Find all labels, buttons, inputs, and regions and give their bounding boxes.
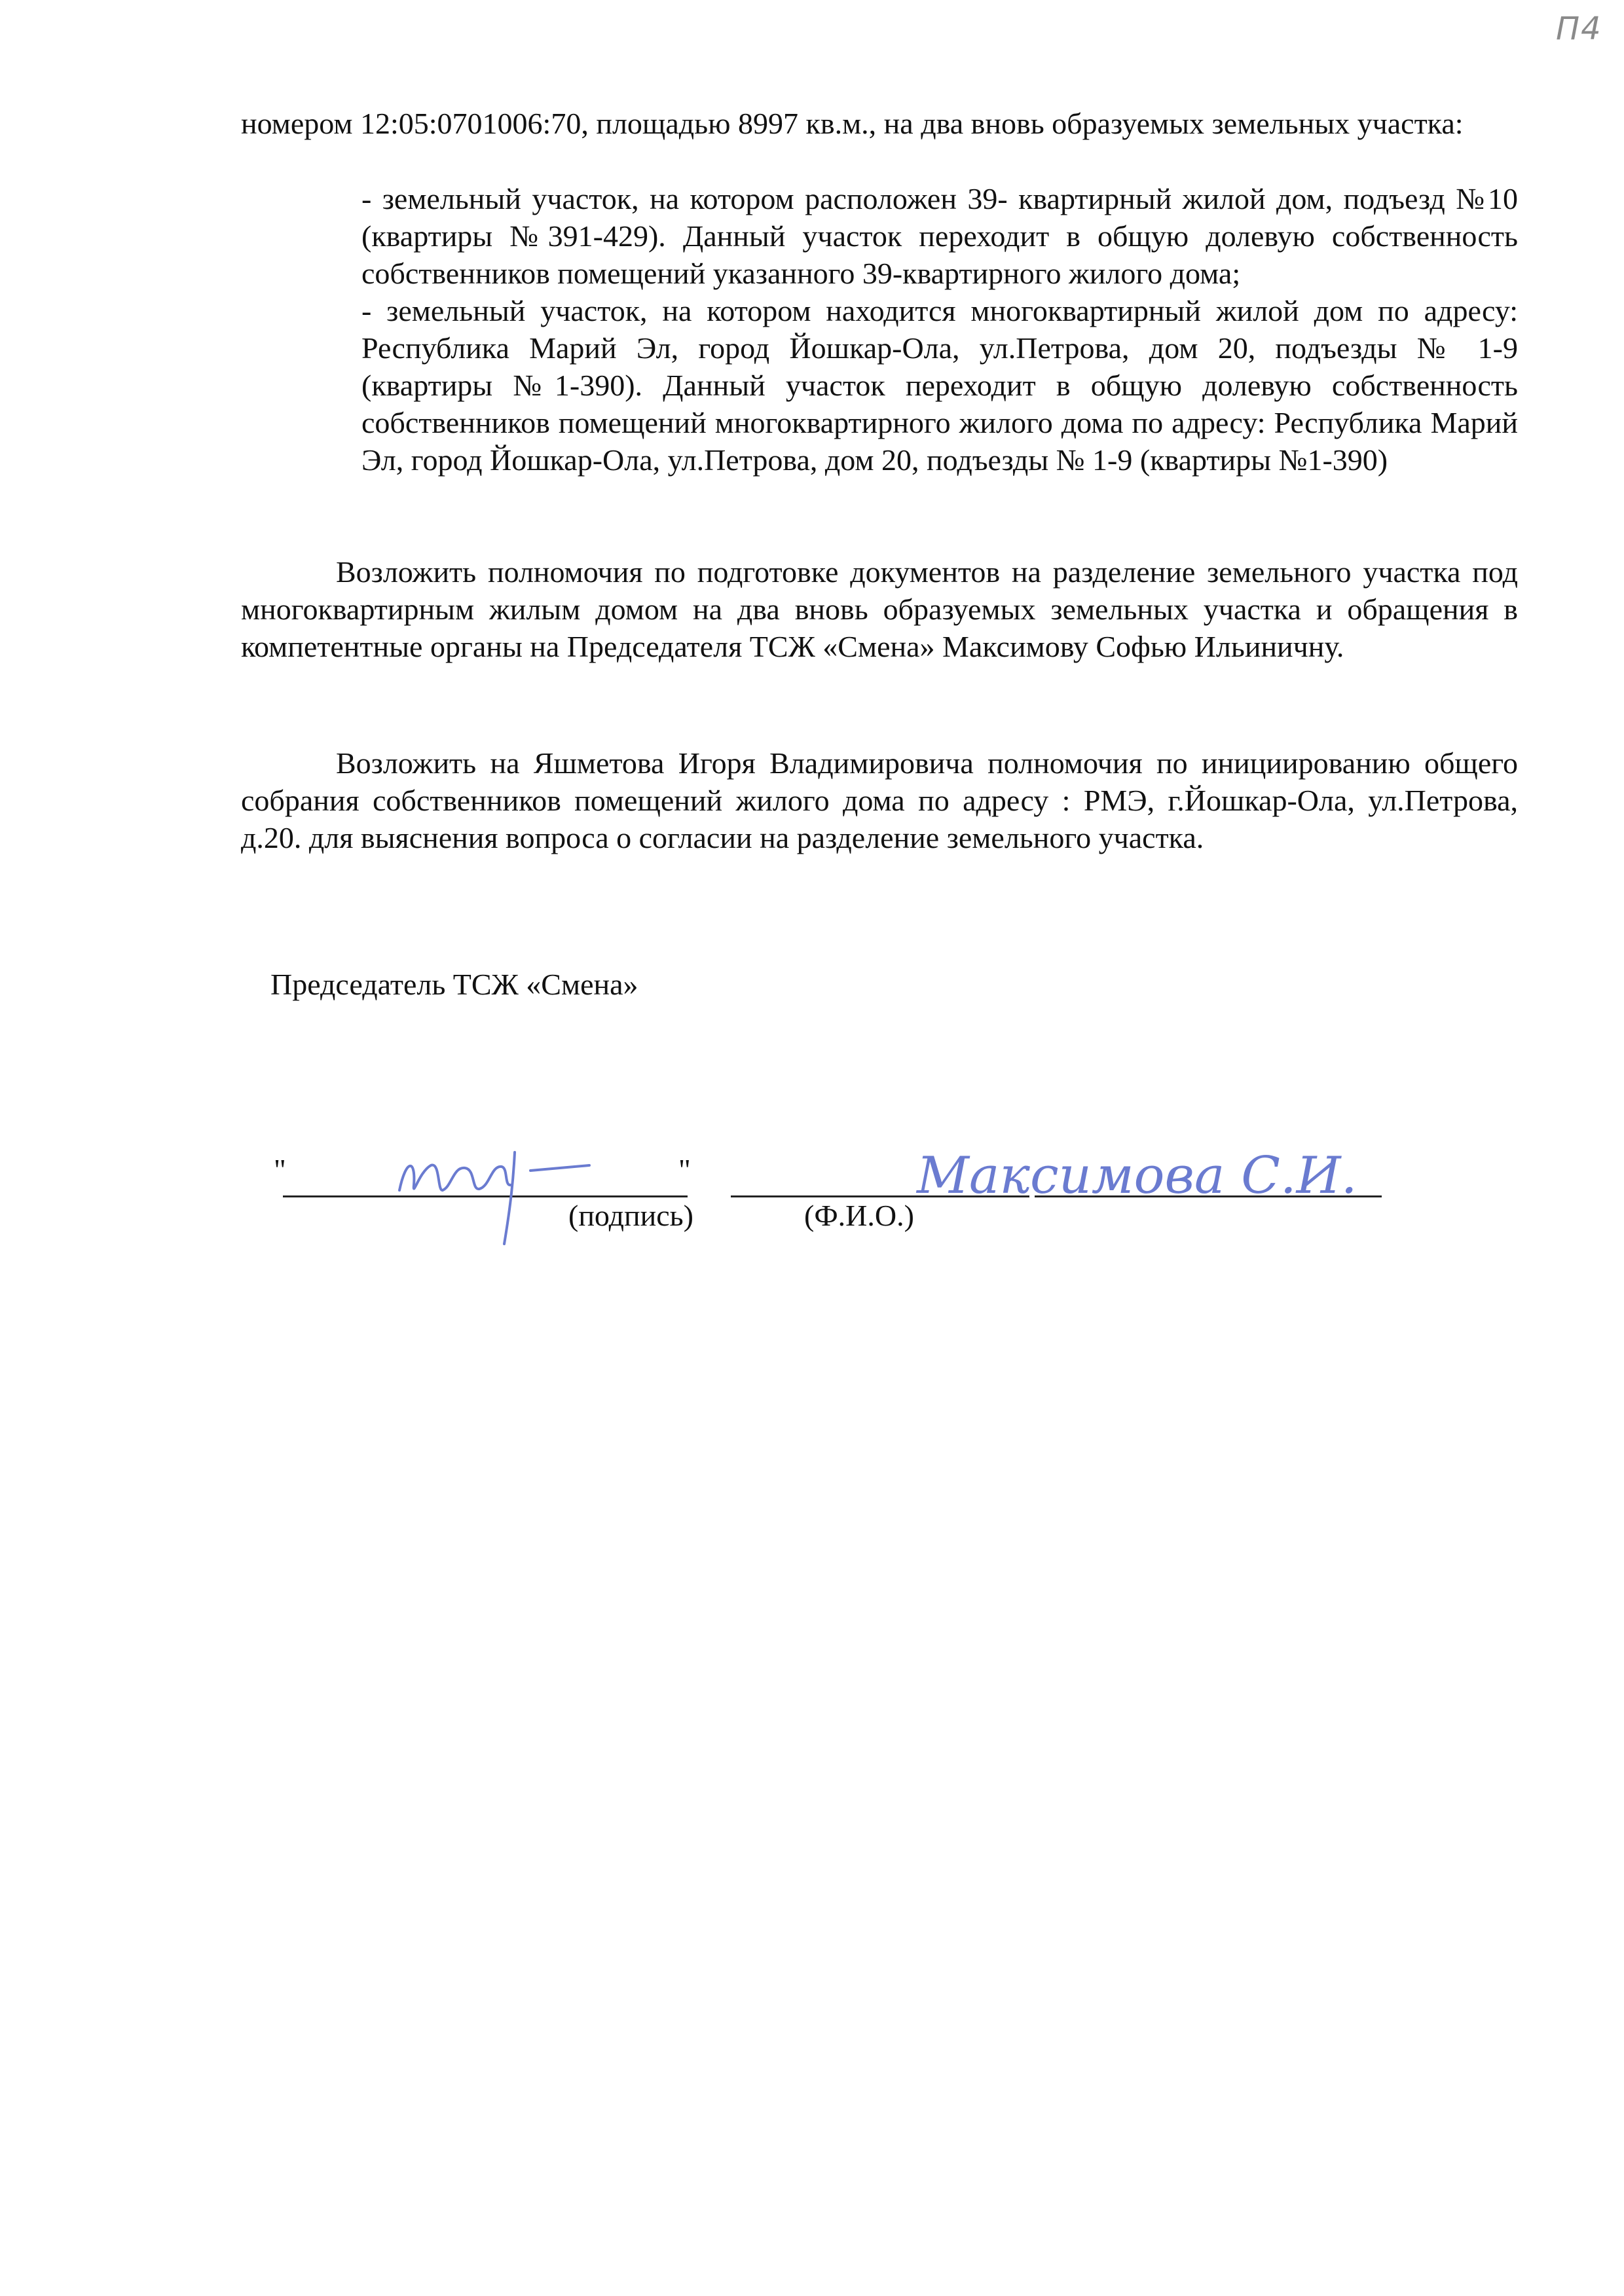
list-item: - земельный участок, на котором расположен 39- квартирный жилой дом, подъезд №10 (квартиры №391-429). Данный участок переходит в общую долевую собственность собственников помещений указанного 39-квартирного жилого дома; — [361, 182, 1518, 290]
close-quote: " — [678, 1153, 691, 1186]
name-caption: (Ф.И.О.) — [804, 1199, 914, 1232]
list-item: - земельный участок, на котором находится многоквартирный жилой дом по адресу: Республика Марий Эл, город Йошкар-Ола, ул.Петрова, дом 20, подъезды № 1-9 (квартиры №1-390). Данный участок переходит в общую долевую собственность собственников помещений многоквартирного жилого дома по адресу: Республика Марий Эл, город Йошкар-Ола, ул.Петрова, дом 20, подъезды № 1-9 (квартиры №1-390) — [361, 294, 1518, 477]
signature-caption: (подпись) — [568, 1199, 693, 1232]
intro-line: номером 12:05:0701006:70, площадью 8997 кв.м., на два вновь образуемых земельных участка: — [241, 107, 1464, 140]
handwritten-signature — [380, 1133, 616, 1257]
paragraph-initiation — [241, 744, 1518, 856]
paragraph-text: Возложить полномочия по подготовке документов на разделение земельного участка под многоквартирным жилым домом на два вновь образуемых земельных участка и обращения в компетентные органы на Председателя ТСЖ «Смена» Максимову Софью Ильиничну. — [241, 555, 1518, 663]
parcel-list — [361, 180, 1518, 479]
chair-label: Председатель ТСЖ «Смена» — [270, 968, 638, 1001]
paragraph-authority — [241, 553, 1518, 665]
intro-text — [241, 105, 1518, 142]
handwritten-name — [910, 1146, 1395, 1224]
signature-block — [0, 1146, 1624, 1257]
page-number-mark: П4 — [1556, 10, 1602, 47]
svg-text:Максимова С.И.: Максимова С.И. — [917, 1146, 1357, 1205]
open-quote: " — [274, 1153, 286, 1186]
paragraph-text: Возложить на Яшметова Игоря Владимировича полномочия по инициированию общего собрания собственников помещений жилого дома по адресу : РМЭ, г.Йошкар-Ола, ул.Петрова, д.20. для выяснения вопроса о согласии на разделение земельного участка. — [241, 746, 1518, 854]
